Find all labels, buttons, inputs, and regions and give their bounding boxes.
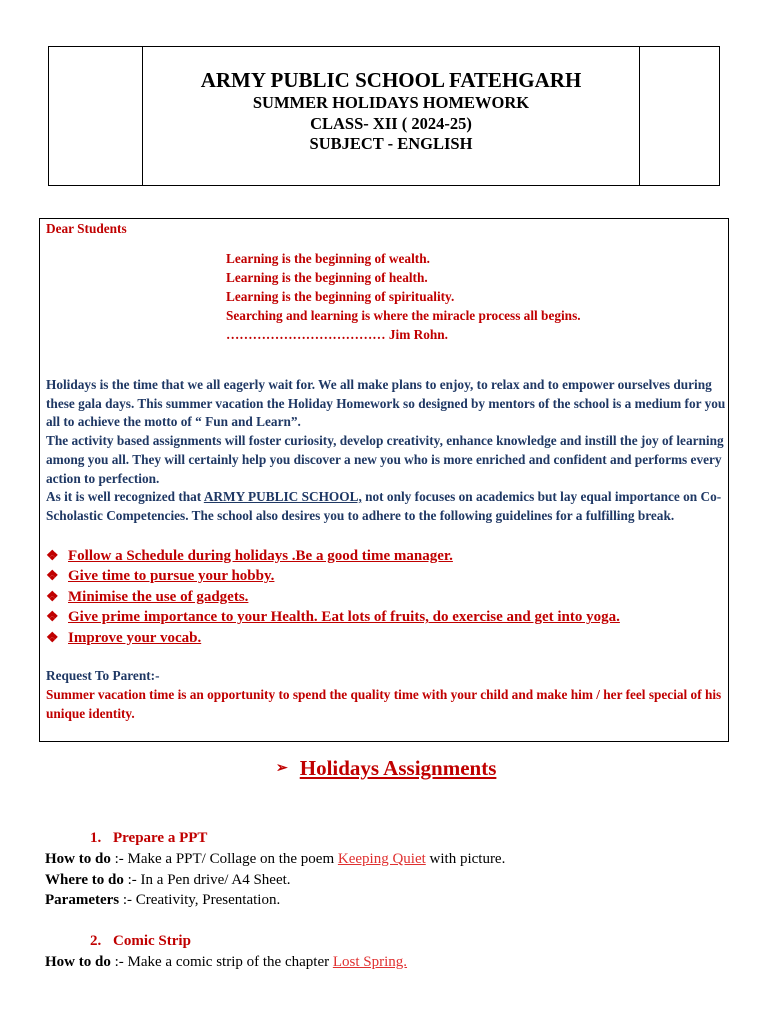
letter-box [39,218,729,742]
header-title-cell [143,47,639,185]
homework-title: SUMMER HOLIDAYS HOMEWORK [252,93,530,112]
quote-line: Learning is the beginning of wealth. [226,251,430,266]
subject-line: SUBJECT - ENGLISH [309,134,473,153]
header-right-cell [639,47,719,185]
poem-link[interactable]: Keeping Quiet [337,851,426,867]
guideline-text: Give time to pursue your hobby. [68,568,275,585]
paragraph: The activity based assignments will foster curiosity, develop creativity, enhance knowledge and instill the joy of learning among you all. They will certainly help you discover a new you who is more enriched and confident and performs every action to perfection. [46,433,724,486]
text: :- Make a PPT/ Collage on the poem [110,851,338,867]
paragraph-text: As it is well recognized that [46,489,204,505]
diamond-bullet-icon: ❖ [46,610,59,626]
assignment-where [45,872,291,889]
greeting: Dear Students [46,221,127,236]
chapter-link[interactable]: Lost Spring. [332,954,408,970]
guidelines-list [46,546,706,649]
assignments-title: Holidays Assignments [299,756,497,780]
assignment-number: 1. [90,830,102,846]
diamond-bullet-icon: ❖ [46,548,59,564]
quote-line: Learning is the beginning of spirituality. [226,289,455,304]
request-text: Summer vacation time is an opportunity to spend the quality time with your child and make him / her feel special of his unique identity. [46,687,722,721]
quote-line: Searching and learning is where the miracle process all begins. [226,308,581,323]
paragraph: Holidays is the time that we all eagerly wait for. We all make plans to enjoy, to relax and to empower ourselves during these gala days. This summer vacation the Holiday Homework so designed by mentors of the school is a medium for you all to achieve the motto of “ Fun and Learn”. [46,377,726,430]
diamond-bullet-icon: ❖ [46,630,59,646]
guideline-text: Give prime importance to your Health. Eat lots of fruits, do exercise and get into yoga. [68,609,620,626]
diamond-bullet-icon: ❖ [46,569,59,585]
assignments-heading [276,756,496,781]
parent-request [46,666,726,723]
header-left-cell [49,47,143,185]
intro-paragraphs [46,376,726,526]
label: How to do [45,954,111,970]
diamond-bullet-icon: ❖ [46,589,59,605]
quote-line: Learning is the beginning of health. [226,270,428,285]
paragraph-text: not only focuses on academics but lay equal importance on Co-Scholastic Competencies. The school also desires you to adhere to the following guidelines for a fulfilling break. [46,489,722,523]
assignment-parameters [45,892,280,909]
text: :- Creativity, Presentation. [119,892,281,908]
assignment-title: Comic Strip [113,933,191,949]
arrow-bullet-icon: ➢ [276,761,288,776]
text: :- Make a comic strip of the chapter [110,954,333,970]
guideline-item [46,587,706,608]
assignment-title: Prepare a PPT [113,830,208,846]
school-name: ARMY PUBLIC SCHOOL FATEHGARH [200,68,582,92]
assignment-heading [90,933,191,950]
assignment-how [45,851,505,868]
guideline-item [46,567,706,588]
assignment-how [45,954,407,971]
school-name-underlined: ARMY PUBLIC SCHOOL, [203,489,362,505]
class-line: CLASS- XII ( 2024-25) [310,113,472,133]
guideline-item [46,608,706,629]
assignment-number: 2. [90,933,102,949]
text: with picture. [425,851,506,867]
assignment-heading [90,830,207,847]
request-title: Request To Parent:- [46,668,160,683]
label: Parameters [45,892,120,908]
guideline-item [46,628,706,649]
paragraph [46,488,726,525]
guideline-item [46,546,706,567]
guideline-text: Improve your vocab. [68,629,202,646]
guideline-text: Follow a Schedule during holidays .Be a good time manager. [68,547,453,564]
guideline-text: Minimise the use of gadgets. [68,588,249,605]
text: :- In a Pen drive/ A4 Sheet. [123,872,291,888]
label: Where to do [45,872,124,888]
quote-attribution: ……………………………… Jim Rohn. [226,327,448,342]
label: How to do [45,851,111,867]
header-table [48,46,720,186]
